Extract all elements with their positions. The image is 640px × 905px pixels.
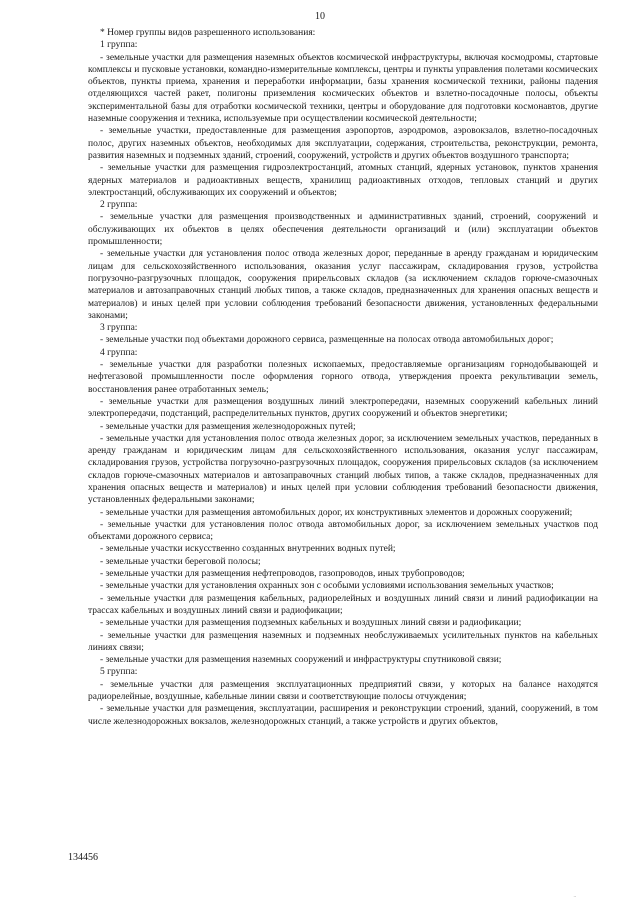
list-item: - земельные участки для размещения наземных сооружений и инфраструктуры спутниковой связи; xyxy=(100,655,502,666)
list-item: - земельные участки для размещения кабельных, радиорелейных и воздушных линий связи и линий радиофикации на трассах кабельных и воздушных линий связи и радиофикации; xyxy=(88,593,598,616)
list-item: - земельные участки для размещения железнодорожных путей; xyxy=(100,421,356,432)
document-body xyxy=(88,27,598,728)
group-note: * Номер группы видов разрешенного использования: xyxy=(100,28,316,38)
group-heading-2: 2 группа: xyxy=(100,200,138,211)
list-item: - земельные участки, предоставленные для размещения аэропортов, аэродромов, аэровокзалов, взлетно-посадочных полос, других наземных объектов, необходимых для эксплуатации, содержания, строительства, реконструкции, ремонта, развития наземных и подземных зданий, строений, сооружений, устройств и других объектов воздушного транспорта; xyxy=(88,126,598,161)
list-item: - земельные участки для размещения гидроэлектростанций, атомных станций, ядерных установок, пунктов хранения ядерных материалов и радиоактивных веществ, хранилищ радиоактивных отходов, тепловых станций и других электростанций, обслуживающих их сооружений и объектов; xyxy=(88,163,598,198)
list-item: - земельные участки для размещения, эксплуатации, расширения и реконструкции строений, зданий, сооружений, в том числе железнодорожных вокзалов, железнодорожных станций, а также устройств и других объектов, xyxy=(88,704,598,727)
corner-mark: .. xyxy=(573,894,576,899)
list-item: - земельные участки для установления полос отвода железных дорог, за исключением земельных участков, переданных в аренду гражданам и юридическим лицам для сельскохозяйственного использования, оказания услуг пассажирам, складирования грузов, устройства погрузочно-разгрузочных площадок, сооружения прирельсовых складов (за исключением складов горюче-смазочных материалов и автозаправочных станций любых типов, а также складов, предназначенных для хранения опасных веществ и материалов) и иных целей при условии соблюдения требований безопасности движения, установленных федеральными законами; xyxy=(88,433,598,506)
list-item: - земельные участки для размещения наземных объектов космической инфраструктуры, включая космодромы, стартовые комплексы и пусковые установки, командно-измерительные комплексы, центры и пункты управления полетами космических объектов, пункты приема, хранения и переработки информации, базы хранения космической техники, районы падения отделяющихся частей ракет, полигоны приземления космических объектов и взлетно-посадочные полосы, объекты экспериментальной базы для отработки космической техники, центры и оборудование для подготовки космонавтов, другие наземные сооружения и техника, используемые при осуществлении космической деятельности; xyxy=(88,52,598,125)
list-item: - земельные участки для установления полос отвода автомобильных дорог, за исключением земельных участков под объектами дорожного сервиса; xyxy=(88,519,598,543)
group-heading-3: 3 группа: xyxy=(100,323,138,334)
list-item: - земельные участки для установления полос отвода железных дорог, переданные в аренду гражданам и юридическим лицам для сельскохозяйственного использования, оказания услуг пассажирам, складирования грузов, устройства погрузочно-разгрузочных площадок, сооружения прирельсовых складов (за исключением складов горюче-смазочных материалов и автозаправочных станций любых типов, а также складов, предназначенных для хранения опасных веществ и материалов) и иных целей при условии соблюдения требований безопасности движения, установленных федеральными законами; xyxy=(88,249,598,321)
list-item: - земельные участки под объектами дорожного сервиса, размещенные на полосах отвода автомобильных дорог; xyxy=(100,335,554,346)
list-item: - земельные участки для размещения воздушных линий электропередачи, наземных сооружений кабельных линий электропередачи, подстанций, распределительных пунктов, других сооружений и объектов энергетики; xyxy=(88,396,598,420)
group-heading-4: 4 группа: xyxy=(100,347,138,358)
list-item: - земельные участки для разработки полезных ископаемых, предоставляемые организациям горнодобывающей и нефтегазовой промышленности после оформления горного отвода, утверждения проекта рекультивации земель, восстановления ранее отработанных земель; xyxy=(88,360,598,395)
page-number: 10 xyxy=(315,11,325,22)
document-code: 134456 xyxy=(68,852,98,863)
list-item: - земельные участки для размещения наземных и подземных необслуживаемых усилительных пунктов на кабельных линиях связи; xyxy=(88,630,598,653)
list-item: - земельные участки для размещения автомобильных дорог, их конструктивных элементов и дорожных сооружений; xyxy=(100,507,573,518)
group-heading-1: 1 группа: xyxy=(100,40,138,51)
group-heading-5: 5 группа: xyxy=(100,667,138,678)
list-item: - земельные участки для размещения подземных кабельных и воздушных линий связи и радиофикации; xyxy=(100,618,522,629)
list-item: - земельные участки для установления охранных зон с особыми условиями использования земельных участков; xyxy=(100,581,554,592)
list-item: - земельные участки для размещения производственных и административных зданий, строений, сооружений и обслуживающих их объектов в целях обеспечения деятельности организаций и (или) эксплуатации объектов промышленности; xyxy=(88,212,598,248)
list-item: - земельные участки искусственно созданных внутренних водных путей; xyxy=(100,544,396,555)
list-item: - земельные участки береговой полосы; xyxy=(100,556,261,567)
list-item: - земельные участки для размещения нефтепроводов, газопроводов, иных трубопроводов; xyxy=(100,569,465,580)
list-item: - земельные участки для размещения эксплуатационных предприятий связи, у которых на балансе находятся радиорелейные, воздушные, кабельные линии связи и соответствующие полосы отчуждения; xyxy=(88,679,598,703)
